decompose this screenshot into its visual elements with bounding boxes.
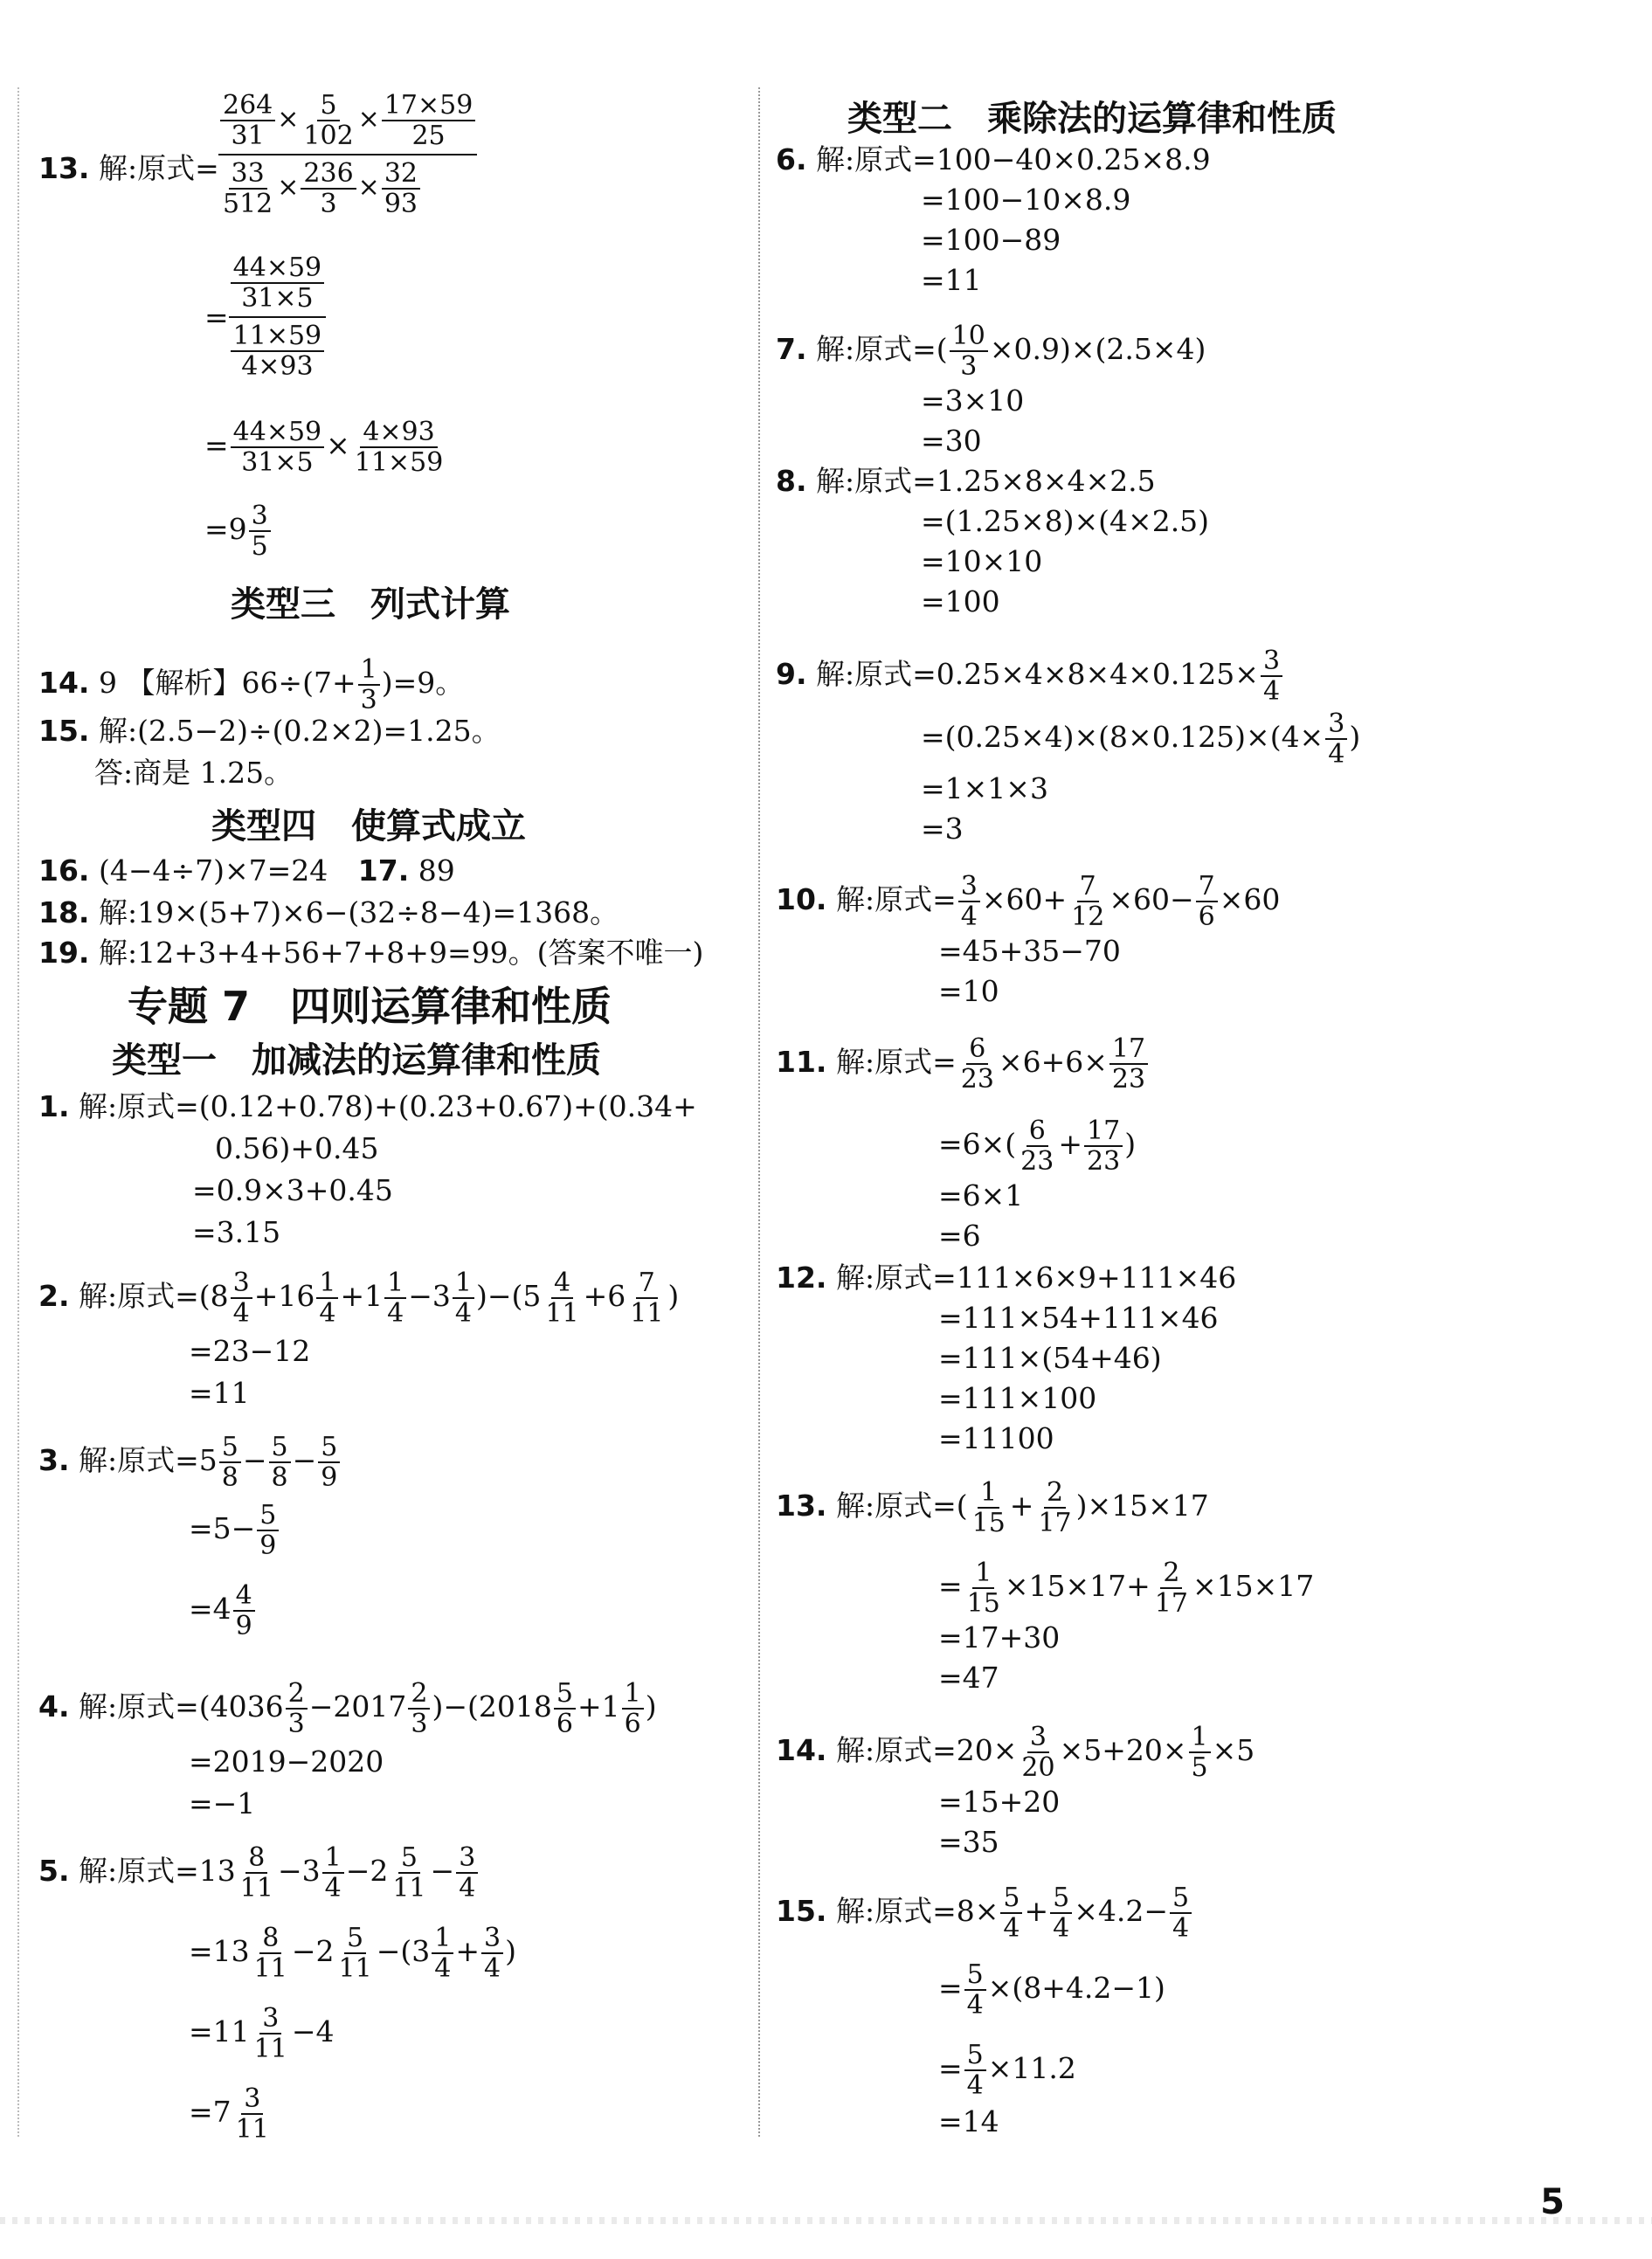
p6-label: 6.	[776, 142, 807, 176]
p4-line1: 4. 解:原式=(4036 $\frac{2}{3}$ −2017 $\frac{2}{3}$ )−(2018 $\frac{5}{6}$ +1 $\frac{1}{6}$ )	[38, 1678, 657, 1739]
q15-label: 15.	[38, 714, 90, 748]
q14-row: 14. 9 【解析】66÷(7+ $\frac{1}{3}$ )=9。	[38, 654, 465, 715]
p7-line2: =3×10	[921, 383, 1025, 418]
p9-line3: =1×1×3	[921, 771, 1048, 805]
q19-row	[38, 936, 704, 970]
q19-text: 解:12+3+4+56+7+8+9=99。(答案不唯一)	[98, 936, 704, 970]
p1-line2: 0.56)+0.45	[215, 1131, 379, 1165]
p14-line2: =15+20	[938, 1785, 1061, 1819]
p1-label: 1.	[38, 1089, 70, 1123]
q13-complex-fraction	[218, 91, 477, 218]
p9-label: 9.	[776, 657, 807, 691]
heading-type1: 类型一 加减法的运算律和性质	[112, 1040, 601, 1081]
p3-line1: 3. 解:原式=5 $\frac{5}{8}$ − $\frac{5}{8}$ − $\frac{5}{9}$	[38, 1433, 342, 1492]
q15-answer: 答:商是 1.25。	[94, 756, 294, 790]
p12-line4: =111×100	[938, 1381, 1097, 1415]
p13-label: 13.	[776, 1489, 827, 1523]
page-number: 5	[1540, 2182, 1565, 2222]
p6-line1: 6. 解:原式=100−40×0.25×8.9	[776, 142, 1211, 176]
p5-line4: =7 $\frac{3}{11}$	[189, 2083, 269, 2145]
p2-line1: 2. 解:原式=(8 $\frac{3}{4}$ +16 $\frac{1}{4}$ +1 $\frac{1}{4}$ −3 $\frac{1}{4}$ )−(5 $\frac{4}{11}$ +6 $\frac{7}{11}$ )	[38, 1268, 680, 1329]
p14-line3: =35	[938, 1825, 999, 1859]
scan-noise-strip	[0, 2217, 1652, 2224]
p2-line2: =23−12	[189, 1334, 311, 1368]
p12-label: 12.	[776, 1261, 827, 1295]
p1-line4: =3.15	[192, 1215, 281, 1249]
p5-line2: =13 $\frac{8}{11}$ −2 $\frac{5}{11}$ −(3 $\frac{1}{4}$ + $\frac{3}{4}$ )	[189, 1923, 516, 1984]
q13-step2: = $\frac{44\times 59}{31\times 5}$ × $\frac{4\times 93}{11\times 59}$	[204, 417, 444, 478]
q14-label: 14.	[38, 666, 90, 700]
p10-label: 10.	[776, 882, 827, 916]
p14-line1: 14. 解:原式=20× $\frac{3}{20}$ ×5+20× $\frac{1}{5}$ ×5	[776, 1722, 1255, 1783]
p4-line2: =2019−2020	[189, 1744, 384, 1779]
q13-label: 13.	[38, 151, 90, 185]
p3-label: 3.	[38, 1443, 70, 1477]
q13-solve: 解:原式=	[98, 151, 219, 185]
p13-line3: =17+30	[938, 1620, 1061, 1655]
q15-text: 解:(2.5−2)÷(0.2×2)=1.25。	[98, 714, 501, 748]
q19-label: 19.	[38, 936, 90, 970]
p12-line2: =111×54+111×46	[938, 1301, 1219, 1335]
heading-type2: 类型二 乘除法的运算律和性质	[847, 99, 1337, 139]
q13-numerator: $\frac{264}{31}$ × $\frac{5}{102}$ × $\frac{17\times 59}{25}$	[218, 91, 477, 155]
p12-line1: 12. 解:原式=111×6×9+111×46	[776, 1261, 1237, 1295]
p13-line2: = $\frac{1}{15}$ ×15×17+ $\frac{2}{17}$ ×15×17	[938, 1558, 1315, 1619]
p12-line5: =11100	[938, 1421, 1054, 1455]
p5-line3: =11 $\frac{3}{11}$ −4	[189, 2003, 335, 2064]
p15-line4: =14	[938, 2104, 999, 2138]
p11-label: 11.	[776, 1045, 827, 1079]
p15-label: 15.	[776, 1894, 827, 1928]
p12-line3: =111×(54+46)	[938, 1341, 1162, 1375]
p11-line3: =6×1	[938, 1178, 1024, 1212]
p8-label: 8.	[776, 464, 807, 498]
p13-line1: 13. 解:原式=( $\frac{1}{15}$ + $\frac{2}{17}$ )×15×17	[776, 1477, 1209, 1538]
p6-line2: =100−10×8.9	[921, 183, 1131, 217]
p15-line3: = $\frac{5}{4}$ ×11.2	[938, 2040, 1076, 2101]
p8-line2: =(1.25×8)×(4×2.5)	[921, 504, 1210, 538]
q13-step3: =9 $\frac{3}{5}$	[204, 501, 273, 561]
p7-line1: 7. 解:原式=( $\frac{10}{3}$ ×0.9)×(2.5×4)	[776, 321, 1206, 382]
q18-row	[38, 895, 619, 929]
p3-line2: =5− $\frac{5}{9}$	[189, 1501, 280, 1560]
q16-text: (4−4÷7)×7=24	[98, 853, 328, 888]
p1-line1: 1. 解:原式=(0.12+0.78)+(0.23+0.67)+(0.34+	[38, 1089, 697, 1123]
p7-label: 7.	[776, 332, 807, 366]
q17-label: 17.	[357, 853, 410, 888]
p1-line3: =0.9×3+0.45	[192, 1173, 393, 1207]
p2-label: 2.	[38, 1279, 70, 1313]
p9-line2: =(0.25×4)×(8×0.125)×(4× $\frac{3}{4}$ )	[921, 708, 1361, 770]
p13-line4: =47	[938, 1661, 999, 1695]
p15-line2: = $\frac{5}{4}$ ×(8+4.2−1)	[938, 1959, 1165, 2021]
p10-line3: =10	[938, 974, 999, 1008]
p2-line3: =11	[189, 1376, 250, 1410]
p6-line4: =11	[921, 263, 982, 297]
p14-label: 14.	[776, 1733, 827, 1767]
heading-topic7: 专题 7 四则运算律和性质	[128, 983, 612, 1030]
q13-step1: = $\frac{\frac{44\times 59}{31\times 5}}{\frac{11\times 59}{4\times 93}}$	[204, 253, 326, 381]
p6-line3: =100−89	[921, 223, 1061, 257]
heading-type4: 类型四 使算式成立	[211, 806, 526, 846]
p10-line2: =45+35−70	[938, 934, 1121, 968]
p11-line4: =6	[938, 1219, 981, 1253]
p11-line2: =6×( $\frac{6}{23}$ + $\frac{17}{23}$ )	[938, 1116, 1137, 1177]
q16-q17-row	[38, 853, 455, 888]
p9-line4: =3	[921, 812, 964, 846]
p7-line3: =30	[921, 424, 982, 458]
p5-label: 5.	[38, 1854, 70, 1888]
q16-label: 16.	[38, 853, 90, 888]
q18-text: 解:19×(5+7)×6−(32÷8−4)=1368。	[98, 895, 619, 929]
column-divider	[758, 87, 760, 2137]
q13-label-row	[38, 151, 219, 185]
p8-line4: =100	[921, 584, 1000, 618]
p11-line1: 11. 解:原式= $\frac{6}{23}$ ×6+6× $\frac{17}{23}$	[776, 1034, 1150, 1094]
p8-line1: 8. 解:原式=1.25×8×4×2.5	[776, 464, 1156, 498]
p9-line1: 9. 解:原式=0.25×4×8×4×0.125× $\frac{3}{4}$	[776, 646, 1284, 706]
p5-line1: 5. 解:原式=13 $\frac{8}{11}$ −3 $\frac{1}{4}$ −2 $\frac{5}{11}$ − $\frac{3}{4}$	[38, 1843, 480, 1903]
q18-label: 18.	[38, 895, 90, 929]
p8-line3: =10×10	[921, 544, 1043, 578]
p15-line1: 15. 解:原式=8× $\frac{5}{4}$ + $\frac{5}{4}$ ×4.2− $\frac{5}{4}$	[776, 1883, 1193, 1943]
p3-line3: =4 $\frac{4}{9}$	[189, 1581, 257, 1641]
p10-line1: 10. 解:原式= $\frac{3}{4}$ ×60+ $\frac{7}{12}$ ×60− $\frac{7}{6}$ ×60	[776, 871, 1281, 932]
heading-type3: 类型三 列式计算	[231, 584, 510, 625]
left-margin-line	[17, 87, 19, 2137]
p4-label: 4.	[38, 1689, 70, 1724]
q15-row	[38, 714, 501, 748]
q17-text: 89	[418, 853, 455, 888]
p4-line3: =−1	[189, 1786, 256, 1820]
q13-denominator: $\frac{33}{512}$ × $\frac{236}{3}$ × $\frac{32}{93}$	[218, 155, 477, 218]
